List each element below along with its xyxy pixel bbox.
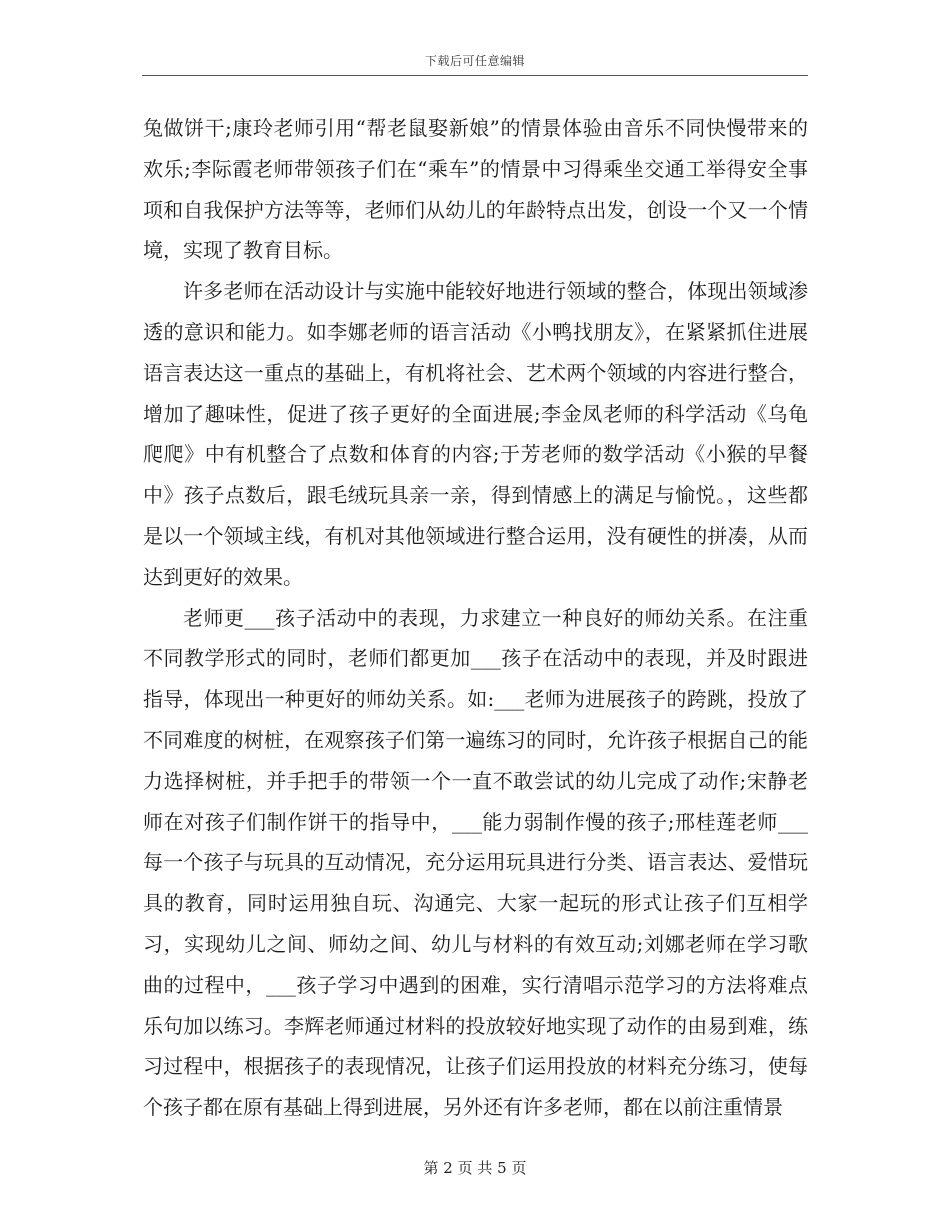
document-body bbox=[143, 108, 808, 1128]
page-header: 下载后可任意编辑 bbox=[424, 54, 525, 68]
paragraph-teacher-child-relationship: 老师更___孩子活动中的表现，力求建立一种良好的师幼关系。在注重不同教学形式的同时，老师们都更加___孩子在活动中的表现，并及时跟进指导，体现出一种更好的师幼关系。如:___老师为进展孩子的跨跳，投放了不同难度的树桩，在观察孩子们第一遍练习的同时，允许孩子根据自己的能力选择树桩，并手把手的带领一个一直不敢尝试的幼儿完成了动作;宋静老师在对孩子们制作饼干的指导中，___能力弱制作慢的孩子;邢桂莲老师___每一个孩子与玩具的互动情况，充分运用玩具进行分类、语言表达、爱惜玩具的教育，同时运用独自玩、沟通完、大家一起玩的形式让孩子们互相学习，实现幼儿之间、师幼之间、幼儿与材料的有效互动;刘娜老师在学习歌曲的过程中，___孩子学习中遇到的困难，实行清唱示范学习的方法将难点乐句加以练习。李辉老师通过材料的投放较好地实现了动作的由易到难，练习过程中，根据孩子的表现情况，让孩子们运用投放的材料充分练习，使每个孩子都在原有基础上得到进展，另外还有许多老师，都在以前注重情景 bbox=[143, 605, 808, 1120]
paragraph-continuation: 兔做饼干;康玲老师引用“帮老鼠娶新娘”的情景体验由音乐不同快慢带来的欢乐;李际霞老师带领孩子们在“乘车”的情景中习得乘坐交通工举得安全事项和自我保护方法等等，老师们从幼儿的年龄特点出发，创设一个又一个情境，实现了教育目标。 bbox=[143, 116, 808, 263]
header-divider bbox=[142, 75, 808, 76]
paragraph-domain-integration: 许多老师在活动设计与实施中能较好地进行领域的整合，体现出领域渗透的意识和能力。如李娜老师的语言活动《小鸭找朋友》，在紧紧抓住进展语言表达这一重点的基础上，有机将社会、艺术两个领域的内容进行整合，增加了趣味性，促进了孩子更好的全面进展;李金凤老师的科学活动《乌龟爬爬》中有机整合了点数和体育的内容;于芳老师的数学活动《小猴的早餐中》孩子点数后，跟毛绒玩具亲一亲，得到情感上的满足与愉悦。，这些都是以一个领域主线，有机对其他领域进行整合运用，没有硬性的拼凑，从而达到更好的效果。 bbox=[143, 279, 808, 589]
page-number: 第 2 页 共 5 页 bbox=[423, 1159, 527, 1177]
